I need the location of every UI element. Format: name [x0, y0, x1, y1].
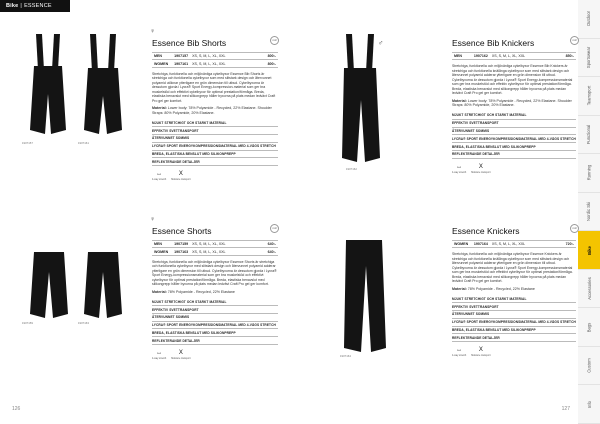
product-title: Essence Bib Shorts	[152, 38, 227, 48]
material-label: Material:	[452, 286, 467, 291]
product-essence-bib-knickers	[452, 38, 576, 174]
icon-label: Moisture transport	[171, 357, 191, 361]
size-code: 1907161	[174, 61, 189, 66]
icon-symbol: ↔	[456, 163, 463, 170]
product-title: Essence Shorts	[152, 226, 212, 236]
size-row	[152, 60, 278, 67]
knickers-image	[336, 236, 396, 356]
feature-item: EFFEKTIV SVETTRANSPORT	[452, 303, 576, 311]
size-row	[152, 53, 278, 60]
craft-badge-icon: craft	[570, 224, 579, 233]
moisture-icon	[471, 347, 490, 357]
spine-tab-label: Outdoor	[586, 11, 592, 27]
feature-item: BREDA, ELASTISKA BENSLUT MED SILIKONPREPP	[152, 151, 278, 159]
feature-item: BREDA, ELASTISKA BENSLUT MED SILIKONPREPP	[452, 143, 576, 151]
moisture-icon	[171, 171, 190, 181]
feature-list	[152, 298, 278, 345]
gender-icon: ♀	[150, 216, 156, 223]
size-code: 1907163	[174, 249, 189, 254]
feature-list	[452, 295, 576, 342]
size-row	[152, 241, 278, 248]
feature-item: REFLEKTERANDE DETALJER	[452, 334, 576, 342]
size-gender: WOMEN	[152, 60, 172, 67]
image-code: 1907162	[346, 167, 357, 171]
icon-symbol: X	[178, 350, 183, 357]
feature-item: ÅTERVUNNET SOMMIS	[152, 314, 278, 322]
spine-tab-label: Bags	[586, 322, 592, 332]
spine-tab-bike[interactable]	[578, 231, 600, 270]
product-material	[452, 287, 576, 292]
spine-tab-label: Bike	[586, 245, 592, 255]
size-gender: MEN	[152, 241, 172, 248]
header-brand: Bike	[6, 3, 19, 9]
stretch-icon	[452, 347, 466, 357]
feature-icons	[152, 350, 278, 360]
moisture-icon	[471, 164, 490, 174]
size-range: XS, S, M, L, XL, XXL	[490, 53, 555, 60]
spine-tab-functional[interactable]	[578, 116, 600, 155]
icon-symbol: ↔	[456, 347, 463, 354]
size-gender: WOMEN	[152, 248, 172, 255]
material-text: 78% Polyamide - Recycled, 22% Elastane	[167, 289, 235, 294]
size-range: XS, S, M, L, XL, XXL	[190, 60, 256, 67]
size-row	[452, 241, 576, 248]
icon-label: 4-way stretch	[452, 354, 467, 358]
size-price: 640:-	[256, 248, 278, 255]
spine-tab-accessories[interactable]	[578, 270, 600, 309]
size-range: XS, S, M, L, XL, XXL	[190, 53, 256, 60]
product-description: Stretchiga, funktionella och miljövänliga cykelbyxor Essence Bib Knickers är stretchiga och funktionella knälånga cykelbyxor som med slitstark design och återvunnet polyamid adderar ytterligare en grön dimension till utbud. Cykelbyxorna är dessutom gjorda i Lycra® Sport Energy-kompressionsmaterial som ger bra muskelstöd och effektiv cykelbyxor för optimal prestation/förmåga. Breda, elastiska benavslut med silikongrepp håller byxorna på plats medan ledvävt Craft Pro gel ger komfort.	[452, 64, 573, 96]
spine-tab-sportswear[interactable]	[578, 39, 600, 78]
material-text: Lower body: 78% Polyamide - Recycled, 22% Elastane. Shoulder Straps: 80% Polyamide, 20% Elastane.	[152, 106, 272, 115]
size-price: 850:-	[555, 53, 576, 60]
image-code: 1907157	[22, 141, 33, 145]
feature-item: BREDA, ELASTISKA BENSLUT MED SILIKONPREPP	[152, 329, 278, 337]
craft-badge-icon: craft	[570, 36, 579, 45]
feature-item: ÅTERVUNNET SOMMIS	[152, 135, 278, 143]
material-text: 78% Polyamide - Recycled, 22% Elastane	[467, 286, 535, 291]
section-header: Bike | ESSENCE	[0, 0, 70, 12]
size-row	[452, 53, 576, 60]
size-row	[152, 248, 278, 255]
image-code: 1907161	[78, 141, 89, 145]
product-material	[152, 290, 278, 295]
size-price: 800:-	[256, 60, 278, 67]
icon-symbol: X	[478, 347, 483, 354]
stretch-icon	[152, 350, 166, 360]
image-code: 1907159	[22, 321, 33, 325]
spine-tab-custom[interactable]	[578, 347, 600, 386]
spine-tab-running[interactable]	[578, 154, 600, 193]
gender-icon: ♂	[378, 40, 384, 47]
feature-list	[152, 119, 278, 166]
feature-item: MJUKT STRETCHIGT OCH STARKT MATERIAL	[152, 298, 278, 306]
feature-icons	[452, 347, 576, 357]
icon-label: Moisture transport	[171, 178, 191, 182]
spine-tab-label: Accessories	[586, 277, 592, 300]
feature-item: BREDA, ELASTISKA BENSLUT MED SILIKONPREPP	[452, 327, 576, 335]
size-gender: MEN	[452, 53, 472, 60]
size-range: XS, S, M, L, XL, XXL	[190, 241, 256, 248]
spine-tab-teamsport[interactable]	[578, 77, 600, 116]
craft-badge-icon: craft	[270, 36, 279, 45]
icon-label: Moisture transport	[471, 354, 491, 358]
feature-item: REFLEKTERANDE DETALJER	[152, 337, 278, 345]
feature-item: EFFEKTIV SVETTRANSPORT	[152, 127, 278, 135]
gender-icon: ♀	[150, 28, 156, 35]
icon-label: 4-way stretch	[152, 357, 167, 361]
page-number-left: 126	[12, 406, 21, 412]
size-code: 1907162	[473, 54, 488, 59]
size-price: 720:-	[555, 241, 576, 248]
bib-shorts-image	[24, 30, 134, 150]
size-table	[152, 240, 278, 256]
material-label: Material:	[152, 106, 167, 111]
shorts-image	[24, 248, 134, 328]
page-number-right: 127	[561, 406, 570, 412]
category-spine	[578, 0, 600, 424]
size-range: XS, S, M, L, XL, XXL	[490, 241, 555, 248]
icon-symbol: ↔	[156, 171, 163, 178]
size-table	[452, 240, 576, 248]
feature-item: EFFEKTIV SVETTRANSPORT	[452, 120, 576, 128]
spine-tab-label: Info	[586, 400, 592, 408]
icon-symbol: X	[478, 163, 483, 170]
bib-knickers-image	[332, 30, 392, 170]
feature-item: LYCRA® SPORT ENERGYKOMPRESSIONSMATERIAL MED 4-VÄGS STRETCH	[152, 143, 278, 151]
material-text: Lower body: 78% Polyamide - Recycled, 22% Elastane. Shoulder Straps: 80% Polyamide, 20% Elastane.	[452, 98, 572, 108]
size-code: 1907157	[174, 54, 189, 59]
size-gender: MEN	[152, 53, 172, 60]
size-price: 640:-	[256, 241, 278, 248]
spine-tab-label: Nordic Ski	[586, 201, 592, 222]
feature-item: EFFEKTIV SVETTRANSPORT	[152, 306, 278, 314]
product-material	[452, 99, 576, 108]
spine-tab-nordic-ski[interactable]	[578, 193, 600, 232]
spine-tab-bags[interactable]	[578, 308, 600, 347]
feature-item: LYCRA® SPORT ENERGYKOMPRESSIONSMATERIAL MED 4-VÄGS STRETCH	[452, 135, 576, 143]
product-essence-shorts	[152, 226, 278, 360]
spine-tab-outdoor[interactable]	[578, 0, 600, 39]
feature-item: ÅTERVUNNET SOMMIS	[452, 128, 576, 136]
product-description: Stretchiga, funktionella och miljövänliga cykelbyxor Essence Shorts är stretchiga och funktionella cykelbyxor med slitstark design och återvunnet polyamid adderar ytterligare en grön dimension till utbud. Cykelbyxorna är dessutom gjorda i Lycra® Sport Energy-kompressionsmaterial som ger bra muskelstöd och effektivt cykelbyxor för optimal prestation/förmåga. Breda, elastiska benavslut med silikongrepp håller byxorna på plats medan ledvävt Craft Pro gel ger komfort.	[152, 259, 277, 287]
product-title: Essence Knickers	[452, 226, 520, 236]
feature-item: ÅTERVUNNET SOMMIS	[452, 311, 576, 319]
size-price: 800:-	[256, 53, 278, 60]
feature-item: MJUKT STRETCHIGT OCH STARKT MATERIAL	[152, 119, 278, 127]
size-table	[152, 52, 278, 68]
feature-list	[452, 112, 576, 159]
size-code: 1907164	[473, 242, 488, 247]
icon-symbol: ↔	[156, 350, 163, 357]
icon-label: 4-way stretch	[452, 170, 467, 174]
product-essence-bib-shorts	[152, 38, 278, 181]
size-table	[452, 52, 576, 60]
icon-symbol: X	[178, 171, 183, 178]
spine-tab-label: Teamsport	[586, 86, 592, 106]
material-label: Material:	[452, 98, 467, 103]
feature-item: REFLEKTERANDE DETALJER	[452, 151, 576, 159]
size-code: 1907159	[174, 242, 189, 247]
spine-tab-label: Functional	[586, 124, 592, 145]
stretch-icon	[152, 171, 166, 181]
header-section: ESSENCE	[24, 3, 52, 9]
spine-tab-info[interactable]	[578, 385, 600, 424]
image-code: 1907163	[78, 321, 89, 325]
spine-tab-label: Running	[586, 165, 592, 181]
feature-item: MJUKT STRETCHIGT OCH STARKT MATERIAL	[452, 295, 576, 303]
product-description: Stretchiga, funktionella och miljövänliga cykelbyxor Essence Knickers är stretchiga och funktionella knälånga cykelbyxor som med slitstark design och återvunnet polyamid adderar ytterligare en grön dimension till utbud. Cykelbyxorna är dessutom gjorda i Lycra® Sport Energy-kompressionsmaterial som ger bra muskelstöd och effektivt cykelbyxor för optimal prestation/förmåga. Breda, elastiska benavslut med silikongrepp håller byxorna på plats medan ledvävt Craft Pro gel ger komfort.	[452, 252, 573, 284]
craft-badge-icon: craft	[270, 224, 279, 233]
spine-tab-label: Custom	[586, 358, 592, 373]
size-range: XS, S, M, L, XL, XXL	[190, 248, 256, 255]
material-label: Material:	[152, 289, 167, 294]
moisture-icon	[171, 350, 190, 360]
icon-label: Moisture transport	[471, 170, 491, 174]
feature-item: LYCRA® SPORT ENERGYKOMPRESSIONSMATERIAL MED 4-VÄGS STRETCH	[452, 319, 576, 327]
feature-item: LYCRA® SPORT ENERGYKOMPRESSIONSMATERIAL MED 4-VÄGS STRETCH	[152, 322, 278, 330]
size-gender: WOMEN	[452, 241, 472, 248]
stretch-icon	[452, 164, 466, 174]
product-title: Essence Bib Knickers	[452, 38, 535, 48]
icon-label: 4-way stretch	[152, 178, 167, 182]
product-essence-knickers	[452, 226, 576, 357]
spine-tab-label: Sportswear	[586, 46, 592, 68]
product-description: Stretchiga, funktionella och miljövänliga cykelbyxor Essence Bib Shorts är stretchiga och funktionella cykelbyxor som med slitstark design och återvunnet polyamid utöknar ytterligare en grön dimension till utbud. Cykelbyxorna är dessutom gjorda i Lycra® Sport Energy-kompression-material som ger bra muskelstöd och effektivt cykelbyxor för optimal prestation/förmåga. Breda, elastiska benavslut med silikongrepp håller byxorna på plats medan ledvävt Craft Pro gel ger komfort.	[152, 71, 276, 103]
image-code: 1907164	[340, 354, 351, 358]
feature-icons	[152, 171, 278, 181]
product-material	[152, 106, 278, 115]
feature-item: MJUKT STRETCHIGT OCH STARKT MATERIAL	[452, 112, 576, 120]
feature-item: REFLEKTERANDE DETALJER	[152, 158, 278, 166]
feature-icons	[452, 164, 576, 174]
